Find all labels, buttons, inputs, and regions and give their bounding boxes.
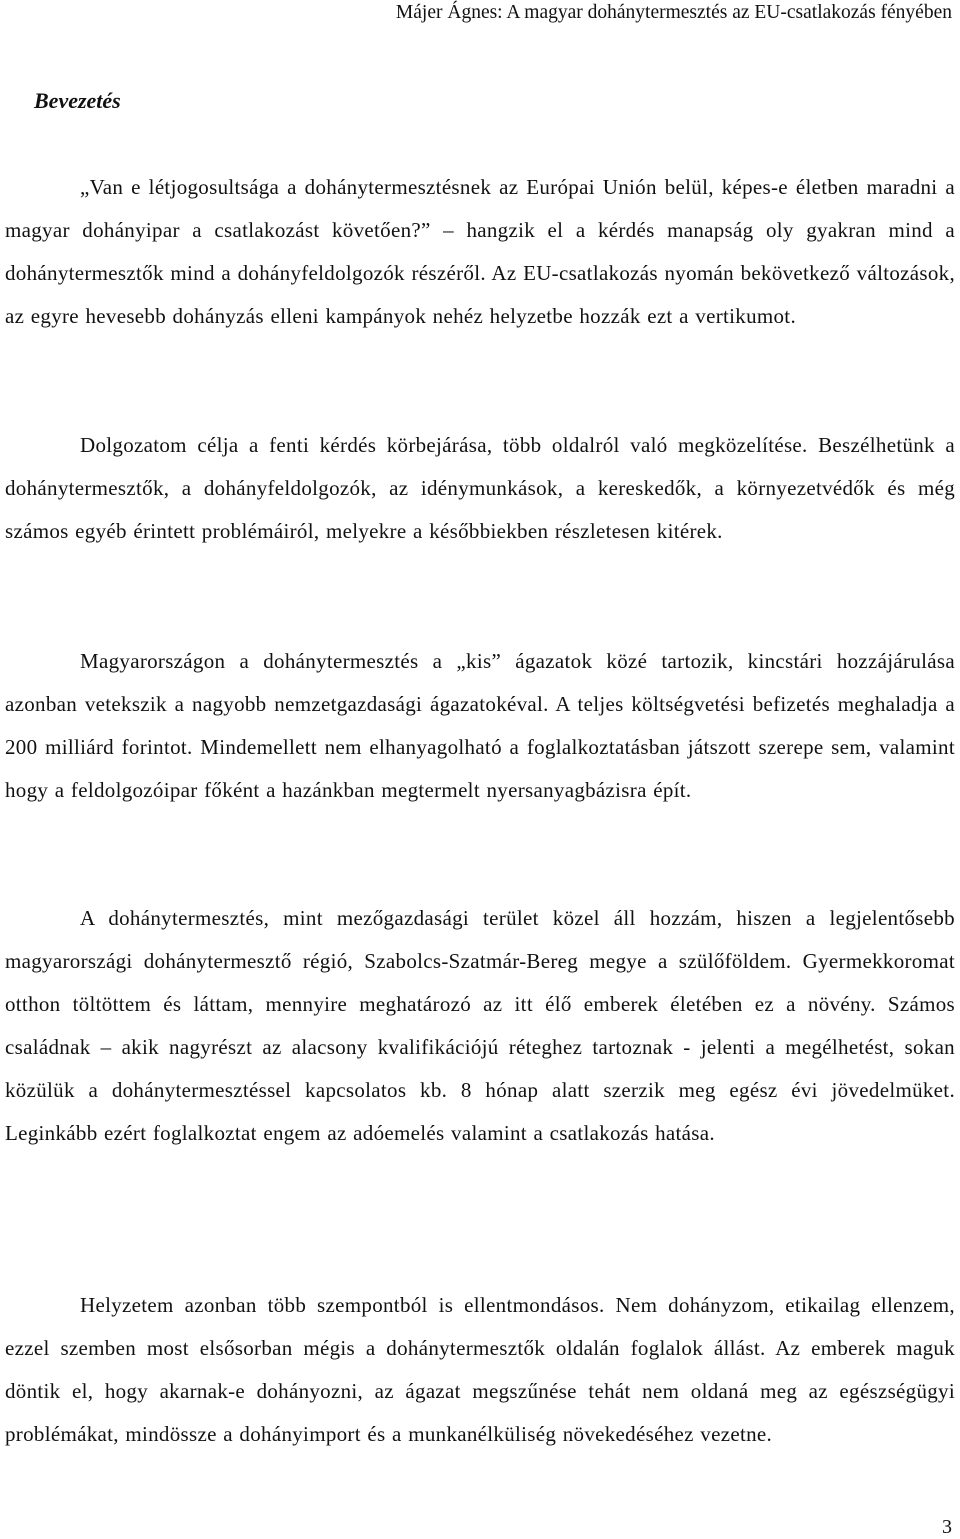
running-header: Májer Ágnes: A magyar dohánytermesztés az EU-csatlakozás fényében bbox=[395, 2, 952, 23]
section-heading: Bevezetés bbox=[34, 88, 121, 113]
paragraph-personal-motivation: A dohánytermesztés, mint mezőgazdasági terület közel áll hozzám, hiszen a legjelentősebb magyarországi dohánytermesztő régió, Szabolcs-Szatmár-Bereg megye a szülőföldem. Gyermekkoromat otthon töltöttem és láttam, mennyire meghatározó az itt élő emberek életében ez a növény. Számos családnak – akik nagyrészt az alacsony kvalifikációjú réteghez tartoznak - jelenti a megélhetést, sokan közülük a dohánytermesztéssel kapcsolatos kb. 8 hónap alatt szerzik meg egész évi jövedelmüket. Leginkább ezért foglalkoztat engem az adóemelés valamint a csatlakozás hatása. bbox=[5, 906, 955, 1145]
paragraph-intro-question: „Van e létjogosultsága a dohánytermesztésnek az Európai Unión belül, képes-e életben maradni a magyar dohányipar a csatlakozást követően?” – hangzik el a kérdés manapság oly gyakran mind a dohánytermesztők mind a dohányfeldolgozók részéről. Az EU-csatlakozás nyomán bekövetkező változások, az egyre hevesebb dohányzás elleni kampányok nehéz helyzetbe hozzák ezt a vertikumot. bbox=[5, 175, 955, 328]
paragraph-author-position: Helyzetem azonban több szempontból is ellentmondásos. Nem dohányzom, etikailag ellenzem, ezzel szemben most elsősorban mégis a dohánytermesztők oldalán foglalok állást. Az emberek maguk döntik el, hogy akarnak-e dohányozni, az ágazat megszűnése tehát nem oldaná meg az egészségügyi problémákat, mindössze a dohányimport és a munkanélküliség növekedéséhez vezetne. bbox=[5, 1293, 955, 1446]
paragraph-sector-importance: Magyarországon a dohánytermesztés a „kis” ágazatok közé tartozik, kincstári hozzájárulása azonban vetekszik a nagyobb nemzetgazdasági ágazatokéval. A teljes költségvetési befizetés meghaladja a 200 milliárd forintot. Mindemellett nem elhanyagolható a foglalkoztatásban játszott szerepe sem, valamint hogy a feldolgozóipar főként a hazánkban megtermelt nyersanyagbázisra épít. bbox=[5, 649, 955, 802]
page-number: 3 bbox=[942, 1516, 952, 1538]
paragraph-thesis-aim: Dolgozatom célja a fenti kérdés körbejárása, több oldalról való megközelítése. Beszélhetünk a dohánytermesztők, a dohányfeldolgozók, az idénymunkások, a kereskedők, a környezetvédők és még számos egyéb érintett problémáiról, melyekre a későbbiekben részletesen kitérek. bbox=[5, 433, 955, 543]
